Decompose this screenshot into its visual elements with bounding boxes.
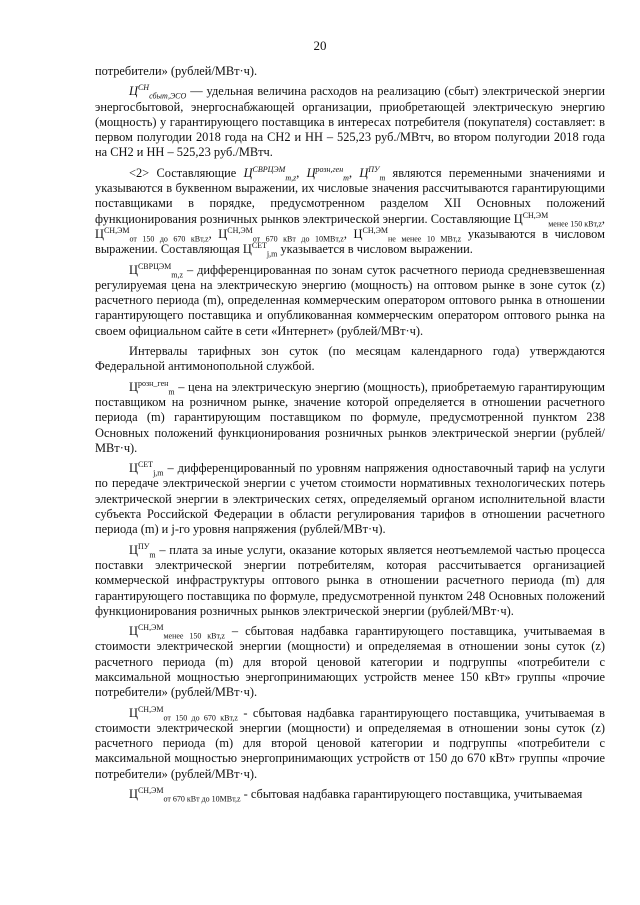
- paragraph-text: — удельная величина расходов на реализацию (сбыт) электрической энергии энергосбытовой, энергоснабжающей организации, приобретающей электрическую энергию (мощность) у гарантирующего поставщика в интересах потребителя (покупателя) составляет: в первом полугодии 2018 года на СН2 и НН – 525,23 руб./МВтч, во втором полугодии 2018 года на СН2 и НН – 525,23 руб./МВтч.: [95, 84, 605, 160]
- paragraph-text: – плата за иные услуги, оказание которых является неотъемлемой частью процесса поставки электрической энергии потребителям, которая рассчитывается организацией коммерческой инфраструктуры оптового рынка в отношении расчетного периода (m) для гарантирующего поставщика по формуле, предусмотренной пунктом 248 Основных положений функционирования розничных рынков электрической энергии (рублей/МВт·ч).: [95, 542, 605, 618]
- paragraph-10: [95, 787, 605, 802]
- symbol: Ц: [218, 226, 228, 241]
- symbol-sup: ПУ: [368, 164, 380, 174]
- symbol-sub: m: [149, 550, 156, 560]
- paragraph-text: являются переменными значениями и указываются в буквенном выражении, их числовые значения рассчитываются гарантирующими поставщиками в порядке, предусмотренном разделом XII Основных положений функционирования розничных рынков электрической энергии. Составляющие: [95, 165, 605, 226]
- symbol-sup: ПУ: [137, 541, 150, 551]
- symbol-sub: менее 150 кВт,z: [548, 219, 602, 229]
- symbol: Ц: [129, 379, 138, 394]
- symbol-sub: от 670 кВт до 10МВт,z: [163, 794, 241, 804]
- paragraph-9: [95, 706, 605, 782]
- symbol-sup: СН,ЭМ: [137, 785, 164, 795]
- symbol-sub: m: [168, 387, 175, 397]
- paragraph-5: [95, 380, 605, 456]
- paragraph-2: <2> Составляющие $Ц^{СВРЦЭМ}_{m,z}$, $Ц^{розн,ген}_m$, $Ц^{ПУ}_m$ являются переменными значениями и указываются в буквенном выражении, их числовые значения рассчитываются гарантирующими поставщиками в порядке, предусмотренном разделом XII Основных положений функционирования розничных рынков электрической энергии. Составляющие $Ц^{СН,ЭМ}_{менее 150 кВт,z}$, $Ц^{СН,ЭМ}_{от 150 до 670 кВт,z}$, $Ц^{СН,ЭМ}_{от 670 кВт до 10МВт,z}$, $Ц^{СН,ЭМ}_{не менее 10 МВт,z}$ указываются в числовом выражении. Составляющая $Ц^{СЕТ}_{j,m}$ указывается в числовом выражении.: [95, 164, 606, 259]
- page-number: 20: [313, 38, 327, 53]
- paragraph-text: указывается в числовом выражении.: [277, 242, 473, 257]
- paragraph-intro: <2> Составляющие: [129, 165, 244, 180]
- symbol-sub: m,z: [171, 270, 184, 280]
- paragraph-6: [95, 461, 605, 537]
- symbol-sub: m: [343, 173, 349, 183]
- symbol-sup: розн,ген: [315, 164, 344, 174]
- symbol: Ц: [129, 705, 138, 720]
- symbol-sup: СН,ЭМ: [522, 210, 549, 220]
- symbol-sup: СЕТ: [137, 460, 154, 469]
- symbol-list: $Ц^{СН,ЭМ}_{менее 150 кВт,z}$, $Ц^{СН,ЭМ}_{от 150 до 670 кВт,z}$, $Ц^{СН,ЭМ}_{от 670 кВт до 10МВт,z}$, $Ц^{СН,ЭМ}_{не менее 10 МВт,z}$: [95, 210, 606, 244]
- paragraph-text: указываются в числовом выражении. Составляющая: [95, 226, 605, 257]
- symbol-sup: СВРЦЭМ: [252, 164, 286, 174]
- symbol-sub: от 670 кВт до 10МВт,z: [252, 234, 344, 244]
- paragraph-4: Интервалы тарифных зон суток (по месяцам календарного года) утверждаются Федеральной антимонопольной службой.: [95, 344, 605, 374]
- symbol: Ц: [243, 165, 253, 180]
- symbol: Ц: [242, 242, 252, 257]
- paragraph-text: – дифференцированный по уровням напряжения одноставочный тариф на услуги по передаче электрической энергии с учетом стоимости нормативных технологических потерь электрической энергии в электрических сетях, определяемый органом исполнительной власти субъекта Российской Федерации в области регулирования тарифов в отношении расчетного периода (m) и j-го уровня напряжения (рублей/МВт·ч).: [95, 461, 605, 537]
- symbol-sub: не менее 10 МВт,z: [388, 234, 462, 244]
- symbol: Ц: [129, 624, 138, 639]
- symbol-sup: СН,ЭМ: [137, 622, 164, 632]
- symbol-sub: от 150 до 670 кВт,z: [163, 713, 238, 723]
- symbol: Ц: [306, 165, 316, 180]
- symbol: Ц: [513, 211, 523, 226]
- symbol-sup: СН: [137, 83, 150, 93]
- symbol-sub: j,m: [153, 468, 164, 478]
- symbol-sub: менее 150 кВт,z: [163, 631, 225, 641]
- symbol-sup: СН,ЭМ: [103, 225, 130, 235]
- paragraph-0: потребители» (рублей/МВт·ч).: [95, 64, 258, 78]
- paragraph-8: [95, 624, 605, 700]
- symbol: Ц: [129, 787, 138, 802]
- symbol: Ц: [129, 542, 138, 557]
- symbol-sub: сбыт,ЭСО: [149, 91, 187, 101]
- symbol-sub: от 150 до 670 кВт,z: [129, 234, 209, 244]
- paragraph-text: – сбытовая надбавка гарантирующего поставщика, учитываемая в стоимости электрической энергии (мощности) и определяемая в отношении зоны суток (z) расчетного периода (m) для второй ценовой категории и подгруппы «потребители с максимальной мощностью энергопринимающих устройств менее 150 кВт» группы «прочие потребители» (рублей/МВт·ч).: [95, 624, 605, 700]
- paragraph-7: [95, 543, 605, 619]
- symbol-sup: СН,ЭМ: [362, 225, 389, 235]
- symbol: Ц: [353, 226, 363, 241]
- paragraph-1: [95, 84, 605, 160]
- paragraph-text: – цена на электрическую энергию (мощность), приобретаемую гарантирующим поставщиком на розничном рынке, значение которой определяется в отношении расчетного периода (m) гарантирующим поставщиком по формуле, предусмотренной пунктом 238 Основных положений функционирования розничных рынков электрической энергии (рублей/МВт·ч).: [95, 379, 605, 455]
- paragraph-text: - сбытовая надбавка гарантирующего поставщика, учитываемая в стоимости электрической энергии (мощности) и определяемая в отношении зоны суток (z) расчетного периода (m) для второй ценовой категории и подгруппы «потребители с максимальной мощностью энергопринимающих устройств от 150 до 670 кВт» группы «прочие потребители» (рублей/МВт·ч).: [95, 705, 605, 781]
- symbol-sup: СН,ЭМ: [227, 225, 253, 235]
- symbol-sup: розн_ген: [137, 378, 169, 388]
- paragraph-text: – дифференцированная по зонам суток расчетного периода средневзвешенная регулируемая цена на электрическую энергию (мощность) на оптовом рынке в зоне суток (z) расчетного периода (m), определенная коммерческим оператором оптового рынка в отношении гарантирующего поставщика и опубликованная коммерческим оператором оптового рынка на своем официальном сайте в сети «Интернет» (рублей/МВт·ч).: [95, 262, 605, 338]
- paragraph-text: - сбытовая надбавка гарантирующего поставщика, учитываемая: [240, 787, 583, 802]
- symbol: Ц: [129, 262, 138, 277]
- symbol-sup: СЕТ: [251, 241, 267, 251]
- symbol: Ц: [95, 226, 104, 241]
- symbol-sub: j,m: [266, 249, 278, 259]
- symbol: Ц: [359, 165, 369, 180]
- symbol-sub: m,z: [285, 173, 297, 183]
- symbol-sup: СН,ЭМ: [137, 704, 164, 714]
- paragraph-3: [95, 263, 605, 339]
- symbol: Ц: [129, 461, 138, 476]
- document-body: [95, 64, 605, 807]
- symbol-sub: m: [379, 173, 386, 183]
- symbol: Ц: [129, 84, 138, 99]
- symbol-sup: СВРЦЭМ: [137, 261, 172, 271]
